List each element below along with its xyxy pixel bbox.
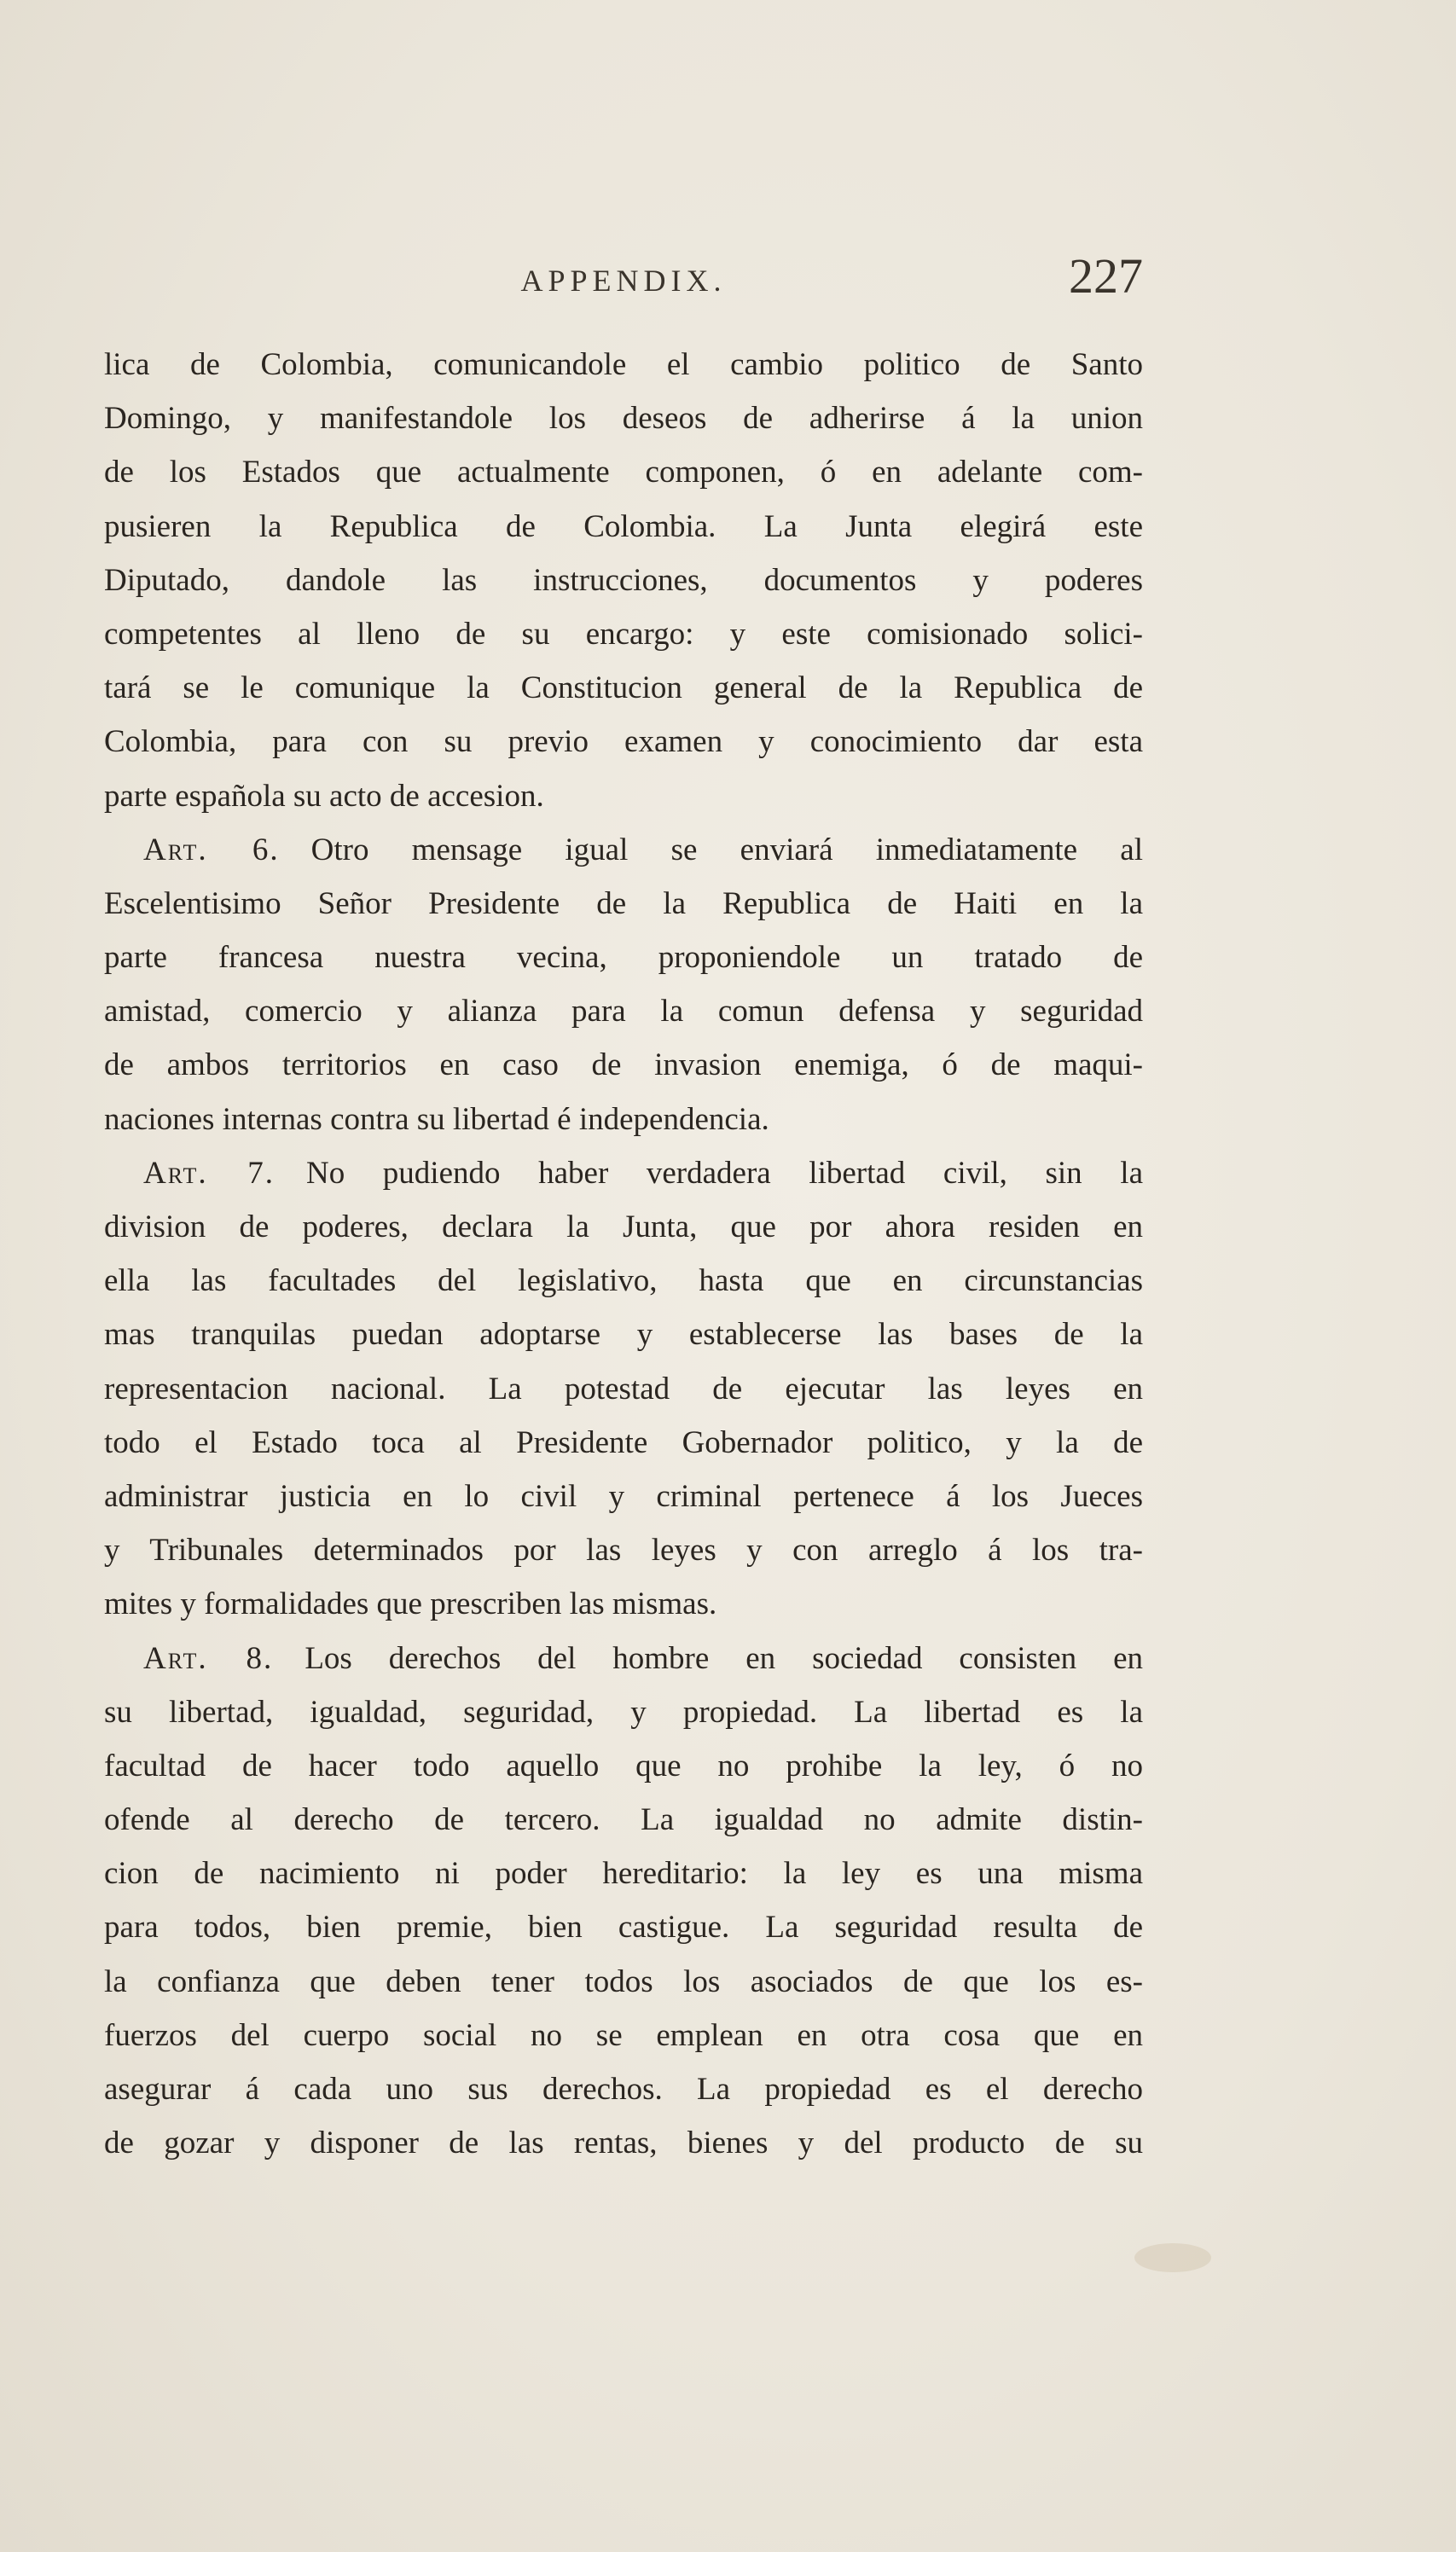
line-text: Colombia, para con su previo examen y conocimiento dar esta	[104, 724, 1143, 760]
line-text: de gozar y disponer de las rentas, bienes y del producto de su	[104, 2126, 1143, 2161]
line-text: su libertad, igualdad, seguridad, y propiedad. La libertad es la	[104, 1694, 1143, 1730]
text-line	[104, 500, 1143, 554]
line-text: y Tribunales determinados por las leyes y con arreglo á los tra-	[104, 1533, 1143, 1569]
text-line	[104, 1793, 1143, 1847]
line-text: parte francesa nuestra vecina, proponiendole un tratado de	[104, 940, 1143, 976]
text-line	[104, 607, 1143, 661]
line-text: lica de Colombia, comunicandole el cambio politico de Santo	[104, 347, 1143, 382]
text-line	[104, 984, 1143, 1038]
text-line	[104, 554, 1143, 607]
line-text: amistad, comercio y alianza para la comun defensa y seguridad	[104, 994, 1143, 1030]
text-line	[104, 769, 1143, 823]
text-line	[104, 715, 1143, 768]
text-line	[104, 1900, 1143, 1954]
line-text: todo el Estado toca al Presidente Gobernador politico, y la de	[104, 1424, 1143, 1460]
text-line	[104, 1847, 1143, 1900]
text-line	[104, 823, 1143, 877]
line-text: de los Estados que actualmente componen, ó en adelante com-	[104, 455, 1143, 490]
text-line	[104, 1254, 1143, 1308]
text-line	[104, 1577, 1143, 1631]
text-line	[104, 2009, 1143, 2062]
line-text: division de poderes, declara la Junta, que por ahora residen en	[104, 1209, 1143, 1244]
article-label: Art. 8.	[143, 1640, 274, 1676]
line-text: ella las facultades del legislativo, hasta que en circunstancias	[104, 1263, 1143, 1299]
line-text: Otro mensage igual se enviará inmediatamente al	[310, 832, 1143, 867]
text-line	[104, 1632, 1143, 1685]
line-text: No pudiendo haber verdadera libertad civil, sin la	[305, 1155, 1143, 1191]
text-line	[104, 1362, 1143, 1416]
line-text: Los derechos del hombre en sociedad consisten en	[305, 1640, 1143, 1676]
text-line	[104, 931, 1143, 984]
text-line	[104, 1093, 1143, 1146]
text-line	[104, 1200, 1143, 1254]
page-header	[104, 247, 1143, 316]
line-text: fuerzos del cuerpo social no se emplean en otra cosa que en	[104, 2017, 1143, 2053]
line-text: facultad de hacer todo aquello que no prohibe la ley, ó no	[104, 1748, 1143, 1784]
line-text: competentes al lleno de su encargo: y este comisionado solici-	[104, 616, 1143, 652]
text-line	[104, 1470, 1143, 1523]
text-line	[104, 877, 1143, 931]
text-line	[104, 1523, 1143, 1577]
article-label: Art. 7.	[143, 1155, 275, 1191]
line-text: Escelentisimo Señor Presidente de la Republica de Haiti en la	[104, 885, 1143, 921]
body-text	[104, 338, 1143, 2170]
line-text: cion de nacimiento ni poder hereditario: la ley es una misma	[104, 1856, 1143, 1892]
line-text: administrar justicia en lo civil y criminal pertenece á los Jueces	[104, 1478, 1143, 1514]
text-line	[104, 1308, 1143, 1361]
text-line	[104, 445, 1143, 499]
text-line	[104, 2116, 1143, 2170]
line-text: mas tranquilas puedan adoptarse y establecerse las bases de la	[104, 1317, 1143, 1353]
paper-stain	[1134, 2243, 1211, 2272]
line-text: de ambos territorios en caso de invasion enemiga, ó de maqui-	[104, 1047, 1143, 1083]
text-line	[104, 1146, 1143, 1200]
line-text: la confianza que deben tener todos los asociados de que los es-	[104, 1963, 1143, 1999]
text-line	[104, 661, 1143, 715]
line-text: Domingo, y manifestandole los deseos de adherirse á la union	[104, 401, 1143, 437]
line-text: mites y formalidades que prescriben las mismas.	[104, 1586, 717, 1622]
line-text: naciones internas contra su libertad é independencia.	[104, 1101, 769, 1137]
page-number: 227	[1069, 248, 1143, 304]
text-line	[104, 1739, 1143, 1793]
line-text: pusieren la Republica de Colombia. La Junta elegirá este	[104, 508, 1143, 544]
article-label: Art. 6.	[143, 832, 280, 867]
line-text: para todos, bien premie, bien castigue. La seguridad resulta de	[104, 1910, 1143, 1946]
text-line	[104, 392, 1143, 445]
line-text: asegurar á cada uno sus derechos. La propiedad es el derecho	[104, 2072, 1143, 2107]
text-line	[104, 1685, 1143, 1739]
text-line	[104, 1038, 1143, 1092]
text-line	[104, 1416, 1143, 1470]
text-line	[104, 2062, 1143, 2116]
line-text: Diputado, dandole las instrucciones, documentos y poderes	[104, 562, 1143, 598]
running-head: APPENDIX.	[520, 264, 727, 298]
line-text: representacion nacional. La potestad de ejecutar las leyes en	[104, 1371, 1143, 1406]
line-text: ofende al derecho de tercero. La igualdad no admite distin-	[104, 1802, 1143, 1838]
text-line	[104, 338, 1143, 392]
text-line	[104, 1955, 1143, 2009]
line-text: tará se le comunique la Constitucion general de la Republica de	[104, 670, 1143, 706]
line-text: parte española su acto de accesion.	[104, 778, 544, 814]
